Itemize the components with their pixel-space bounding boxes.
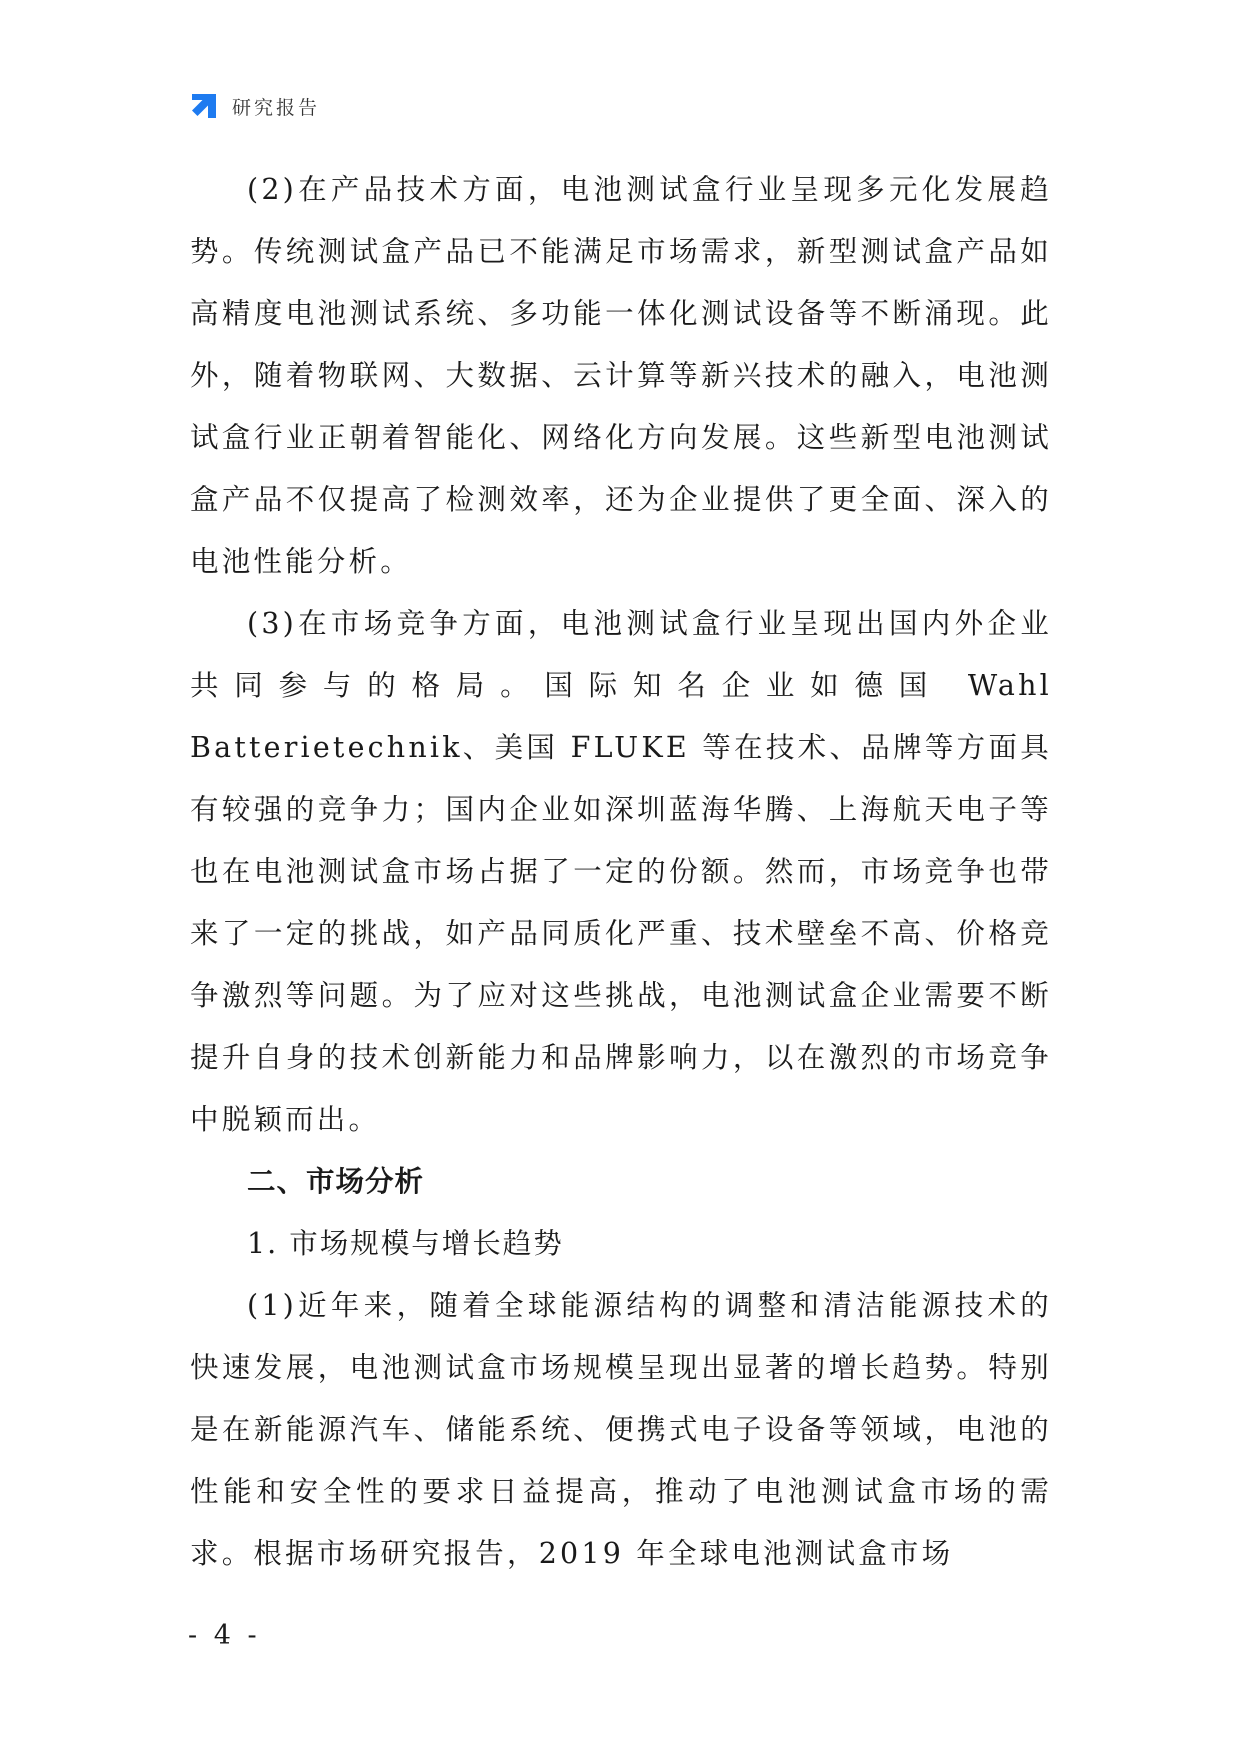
page-number: - 4 - [188,1620,261,1651]
paragraph-market-competition: (3)在市场竞争方面，电池测试盒行业呈现出国内外企业共同参与的格局。国际知名企业如德国 Wahl Batterietechnik、美国 FLUKE 等在技术、品牌等方面具有较强的竞争力；国内企业如深圳蓝海华腾、上海航天电子等也在电池测试盒市场占据了一定的份额。然而，市场竞争也带来了一定的挑战，如产品同质化严重、技术壁垒不高、价格竞争激烈等问题。为了应对这些挑战，电池测试盒企业需要不断提升自身的技术创新能力和品牌影响力，以在激烈的市场竞争中脱颖而出。 [190,607,1052,1136]
subsection-heading: 1. 市场规模与增长趋势 [247,1227,564,1260]
document-body [190,159,1052,1585]
paragraph-product-technology: (2)在产品技术方面，电池测试盒行业呈现多元化发展趋势。传统测试盒产品已不能满足市场需求，新型测试盒产品如高精度电池测试系统、多功能一体化测试设备等不断涌现。此外，随着物联网、大数据、云计算等新兴技术的融入，电池测试盒行业正朝着智能化、网络化方向发展。这些新型电池测试盒产品不仅提高了检测效率，还为企业提供了更全面、深入的电池性能分析。 [190,173,1052,578]
report-header [188,90,320,122]
paragraph-market-size: (1)近年来，随着全球能源结构的调整和清洁能源技术的快速发展，电池测试盒市场规模呈现出显著的增长趋势。特别是在新能源汽车、储能系统、便携式电子设备等领域，电池的性能和安全性的要求日益提高，推动了电池测试盒市场的需求。根据市场研究报告，2019 年全球电池测试盒市场 [190,1289,1052,1570]
header-title: 研究报告 [232,96,321,119]
diagonal-arrow-icon [188,90,220,122]
section-heading: 二、市场分析 [247,1165,425,1198]
